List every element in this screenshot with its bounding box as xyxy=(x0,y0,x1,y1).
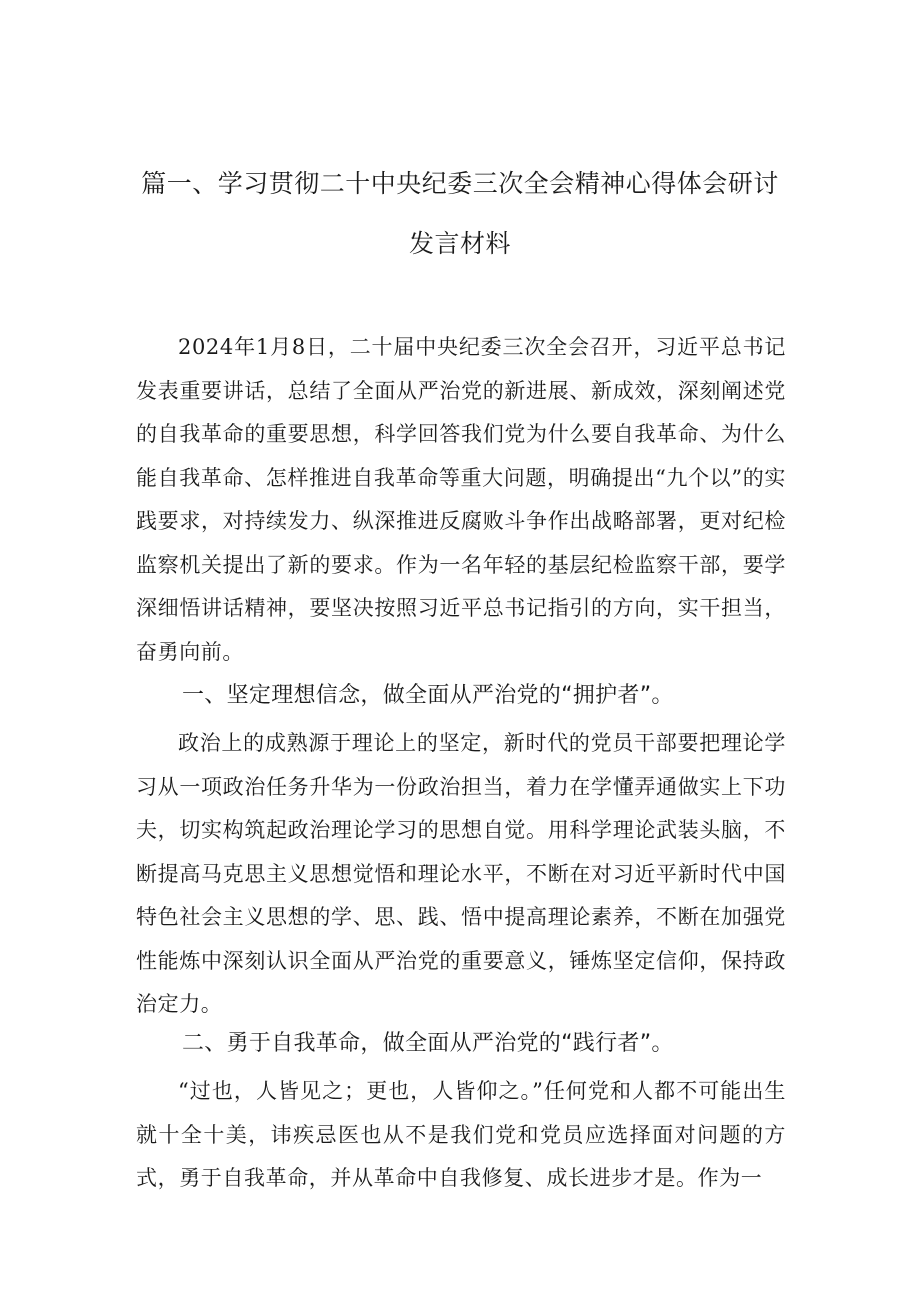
section-2-paragraph: “过也，人皆见之；更也，人皆仰之。”任何党和人都不可能出生就十全十美，讳疾忌医也从不是我们党和党员应选择面对问题的方式，勇于自我革命，并从革命中自我修复、成长进步才是。作为一 xyxy=(136,1079,786,1190)
intro-paragraph: 2024年1月8日，二十届中央纪委三次全会召开，习近平总书记发表重要讲话，总结了全面从严治党的新进展、新成效，深刻阐述党的自我革命的重要思想，科学回答我们党为什么要自我革命、为什么能自我革命、怎样推进自我革命等重大问题，明确提出“九个以”的实践要求，对持续发力、纵深推进反腐败斗争作出战略部署，更对纪检监察机关提出了新的要求。作为一名年轻的基层纪检监察干部，要学深细悟讲话精神，要坚决按照习近平总书记指引的方向，实干担当，奋勇向前。 xyxy=(136,335,786,664)
document-title-line-2: 发言材料 xyxy=(408,229,511,258)
document-title-line-1: 篇一、学习贯彻二十中央纪委三次全会精神心得体会研讨 xyxy=(141,169,779,198)
section-1-paragraph: 政治上的成熟源于理论上的坚定，新时代的党员干部要把理论学习从一项政治任务升华为一份政治担当，着力在学懂弄通做实上下功夫，切实构筑起政治理论学习的思想自觉。用科学理论武装头脑，不断提高马克思主义思想觉悟和理论水平，不断在对习近平新时代中国特色社会主义思想的学、思、践、悟中提高理论素养，不断在加强党性能炼中深刻认识全面从严治党的重要意义，锤炼坚定信仰，保持政治定力。 xyxy=(136,731,786,1016)
section-1-heading: 一、坚定理想信念，做全面从严治党的“拥护者”。 xyxy=(182,683,674,708)
section-2-heading: 二、勇于自我革命，做全面从严治党的“践行者”。 xyxy=(182,1031,674,1056)
